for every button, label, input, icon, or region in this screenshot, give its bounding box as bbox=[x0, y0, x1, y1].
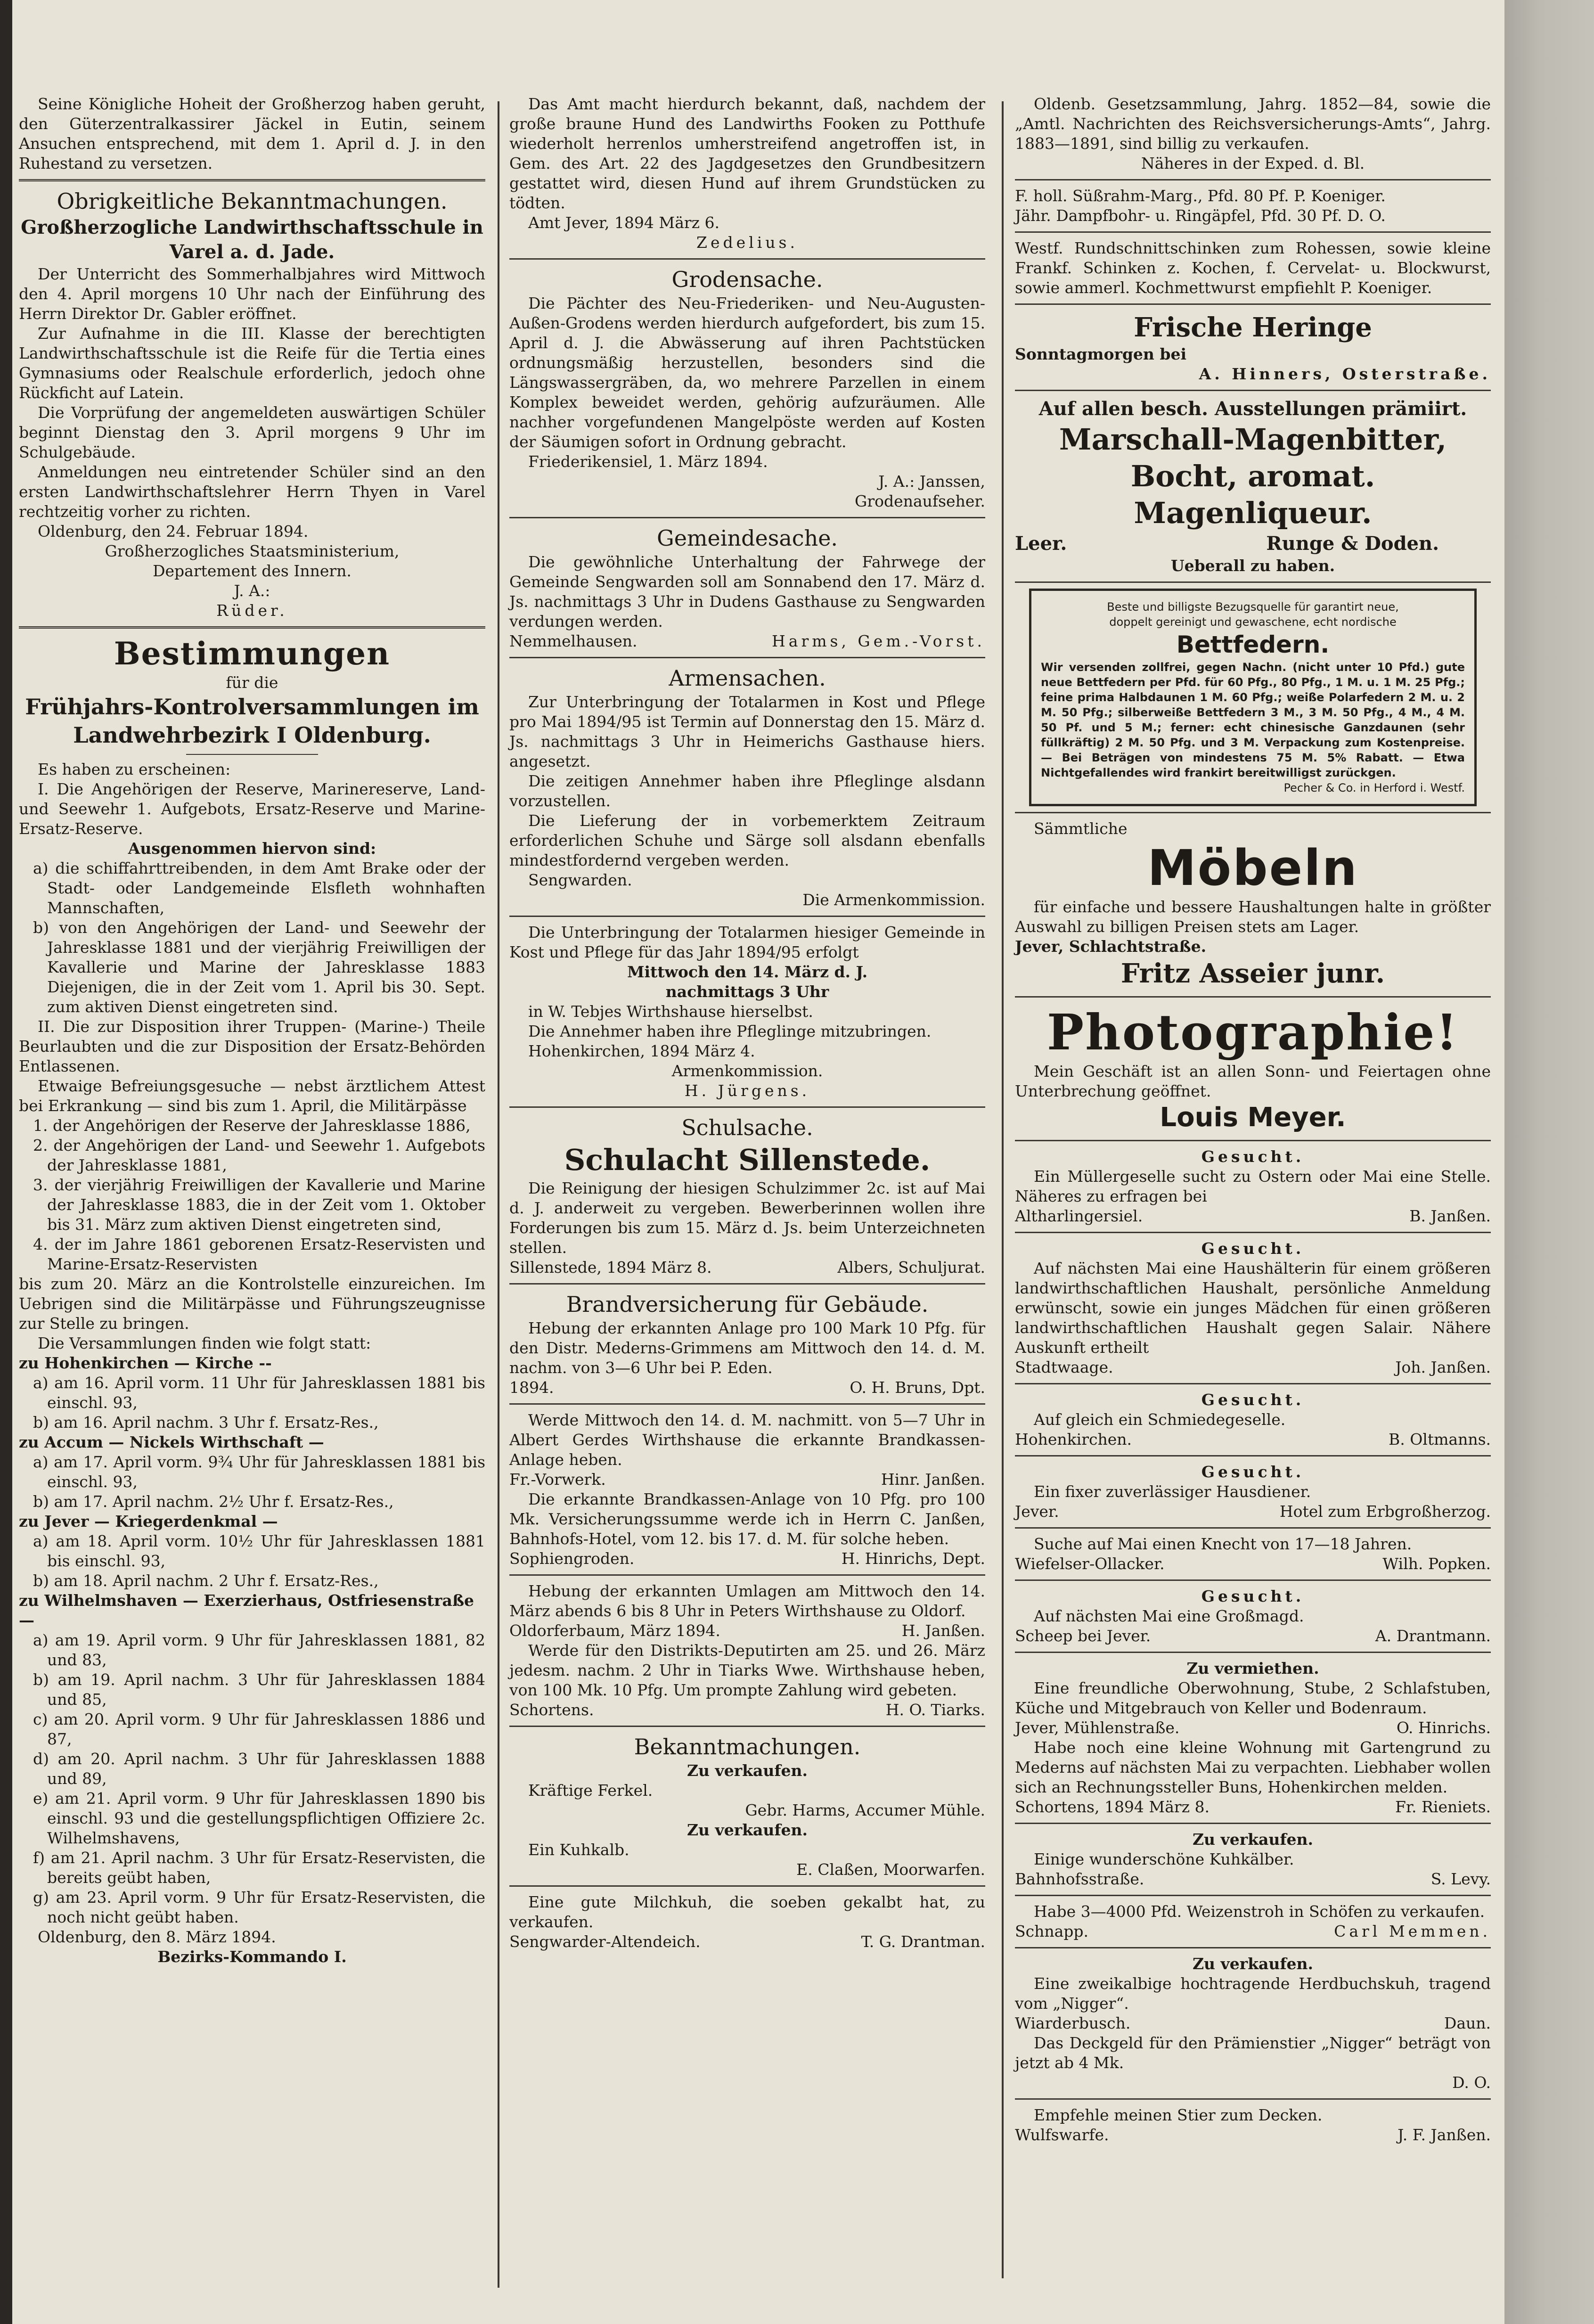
bestimmungen-item: b) von den Angehörigen der Land- und Seewehr der Jahresklasse 1881 und der vierjährig Freiwilligen der Kavallerie und Marine der Jahresklasse 1883 Diejenigen, die in der Zeit vom 1. April bis 30. Sept. zum aktiven Dienst eingetreten sind. bbox=[33, 918, 485, 1016]
schulacht-title: Schulacht Sillenstede. bbox=[564, 1143, 931, 1177]
ad-ueberall: Ueberall zu haben. bbox=[1170, 556, 1335, 575]
ad-text: Habe noch eine kleine Wohnung mit Gartengrund zu Mederns auf nächsten Mai zu verpachten. Liebhaber wollen sich an Rechnungssteller Buns, Hohenkirchen melden. bbox=[1015, 1738, 1491, 1796]
divider bbox=[1015, 1455, 1491, 1457]
signature: Carl Memmen. bbox=[1334, 1922, 1491, 1940]
place: Sengwarden. bbox=[528, 871, 632, 889]
bestimmungen-item: Etwaige Befreiungsgesuche — nebst ärztlichem Attest bei Erkrankung — sind bis zum 1. April, die Militärpässe bbox=[19, 1077, 485, 1115]
signature: E. Claßen, Moorwarfen. bbox=[796, 1860, 985, 1879]
ad-text: Ein Müllergeselle sucht zu Ostern oder Mai eine Stelle. Näheres zu erfragen bei bbox=[1015, 1167, 1491, 1205]
signature: J. F. Janßen. bbox=[1398, 2126, 1491, 2144]
armen-notice: Die zeitigen Annehmer haben ihre Pfleglinge alsdann vorzustellen. bbox=[509, 772, 985, 810]
place: Sengwarder-Altendeich. bbox=[509, 1932, 701, 1951]
school-title: Großherzogliche Landwirthschaftsschule in Varel a. d. Jade. bbox=[21, 216, 483, 263]
signature: Harms, Gem.-Vorst. bbox=[772, 632, 985, 650]
signature: Albers, Schuljurat. bbox=[837, 1258, 985, 1277]
signature: Fr. Rieniets. bbox=[1395, 1798, 1491, 1816]
divider bbox=[186, 754, 318, 755]
column-rule bbox=[1002, 101, 1004, 2278]
place: Schortens, 1894 März 8. bbox=[1015, 1798, 1210, 1816]
zu-verkaufen-heading: Zu verkaufen. bbox=[687, 1821, 808, 1839]
ad-text: Auf nächsten Mai eine Haushälterin für einem größeren landwirthschaftlichen Haushalt, persönliche Anmeldung erwünscht, sowie ein junges Mädchen für einen größeren landwirthschaftlichen Haushalt gegen Salair. Nähere Auskunft ertheilt bbox=[1015, 1259, 1491, 1357]
box-bettfedern-title: Bettfedern. bbox=[1176, 631, 1330, 658]
signature: D. O. bbox=[1452, 2073, 1491, 2092]
groden-notice: Die Pächter des Neu-Friederiken- und Neu-Augusten-Außen-Grodens werden hierdurch aufgefordert, bis zum 15. April d. J. die Abwässerung auf ihren Pachtstücken ordnungsmäßig herzustellen, besonders sind die Längswassergräben, da, wo mehrere Parzellen in einem Komplex beweidet werden, gehörig aufzuräumen. Alle nachher vorgefundenen Mangelpöste werden auf Kosten der Säumigen sofort in Ordnung gebracht. bbox=[509, 294, 985, 451]
ad-text: Einige wunderschöne Kuhkälber. bbox=[1034, 1850, 1294, 1868]
divider bbox=[509, 1726, 985, 1727]
bestimmungen-item: 1. der Angehörigen der Reserve der Jahresklasse 1886, bbox=[33, 1116, 471, 1135]
place: Altharlingersiel. bbox=[1015, 1207, 1143, 1225]
heading-schulsache: Schulsache. bbox=[681, 1115, 813, 1140]
ad-asseier: Fritz Asseier junr. bbox=[1120, 958, 1385, 989]
heading-bekanntmachungen: Bekanntmachungen. bbox=[634, 1734, 861, 1759]
place: Schortens. bbox=[509, 1701, 594, 1719]
bestimmungen-date: Oldenburg, den 8. März 1894. bbox=[38, 1928, 276, 1946]
divider bbox=[509, 1574, 985, 1576]
zu-verkaufen-heading: Zu verkaufen. bbox=[1192, 1830, 1314, 1849]
school-paragraph: Die Vorprüfung der angemeldeten auswärtigen Schüler beginnt Dienstag den 3. April morgens 9 Uhr im Schulgebäude. bbox=[19, 403, 485, 461]
ad-text: Eine zweikalbige hochtragende Herdbuchskuh, tragend vom „Nigger“. bbox=[1015, 1974, 1491, 2013]
divider bbox=[509, 517, 985, 518]
groden-signature: J. A.: Janssen, bbox=[878, 472, 985, 491]
ad-bettfedern-box bbox=[1029, 589, 1477, 806]
ad-moebeln-place: Jever, Schlachtstraße. bbox=[1015, 937, 1207, 956]
place: Jever, Mühlenstraße. bbox=[1015, 1718, 1180, 1737]
signature: Daun. bbox=[1444, 2014, 1491, 2032]
place: 1894. bbox=[509, 1378, 554, 1397]
column-rule bbox=[498, 101, 499, 2288]
ad-gesetzsammlung: Oldenb. Gesetzsammlung, Jahrg. 1852—84, sowie die „Amtl. Nachrichten des Reichsversicherungs-Amts“, Jahrg. 1883—1891, sind billig zu verkaufen. bbox=[1015, 95, 1491, 153]
signature: O. H. Bruns, Dpt. bbox=[850, 1378, 985, 1397]
divider bbox=[1015, 1140, 1491, 1141]
ad-margarine: F. holl. Süßrahm-Marg., Pfd. 80 Pf. P. Koeniger. bbox=[1015, 187, 1386, 205]
gesucht-heading: Gesucht. bbox=[1201, 1391, 1305, 1409]
schedule-item: c) am 20. April vorm. 9 Uhr für Jahresklassen 1886 und 87, bbox=[33, 1710, 485, 1748]
scan-edge-right bbox=[1504, 0, 1594, 2324]
signature: B. Janßen. bbox=[1409, 1207, 1491, 1225]
column-3 bbox=[1015, 94, 1491, 2145]
divider bbox=[509, 916, 985, 917]
schedule-item: b) am 17. April nachm. 2½ Uhr f. Ersatz-Res., bbox=[33, 1492, 394, 1511]
armen2-notice: Die Unterbringung der Totalarmen hiesiger Gemeinde in Kost und Pflege für das Jahr 1894/95 erfolgt bbox=[509, 923, 985, 961]
place: Oldorferbaum, März 1894. bbox=[509, 1621, 720, 1640]
place: Wiefelser-Ollacker. bbox=[1015, 1555, 1165, 1573]
heading-armensachen: Armensachen. bbox=[669, 665, 826, 691]
signature: Hinr. Janßen. bbox=[881, 1470, 985, 1489]
divider bbox=[1015, 581, 1491, 583]
bestimmungen-title: Bestimmungen bbox=[114, 635, 391, 672]
ad-moebeln-text: für einfache und bessere Haushaltungen halte in größter Auswahl zu billigen Preisen stets am Lager. bbox=[1015, 898, 1491, 936]
place: Fr.-Vorwerk. bbox=[509, 1470, 606, 1489]
box-text: doppelt gereinigt und gewaschene, echt nordische bbox=[1109, 615, 1397, 629]
school-paragraph: Zur Aufnahme in die III. Klasse der berechtigten Landwirthschaftsschule ist die Reife für die Tertia eines Gymnasiums oder Realschule erforderlich, jedoch ohne Rückficht auf Latein. bbox=[19, 324, 485, 402]
divider bbox=[1015, 2098, 1491, 2100]
gesucht-heading: Gesucht. bbox=[1201, 1463, 1305, 1481]
divider bbox=[1015, 1823, 1491, 1824]
divider bbox=[19, 626, 485, 629]
schedule-item: b) am 19. April nachm. 3 Uhr für Jahresklassen 1884 und 85, bbox=[33, 1670, 485, 1709]
divider bbox=[1015, 390, 1491, 391]
ad-marschall: Marschall-Magenbitter, bbox=[1059, 422, 1447, 457]
ad-leer: Leer. bbox=[1015, 532, 1067, 555]
armen2-time: nachmittags 3 Uhr bbox=[665, 982, 829, 1001]
ad-photographie-text: Mein Geschäft ist an allen Sonn- und Feiertagen ohne Unterbrechung geöffnet. bbox=[1015, 1062, 1491, 1100]
location-wilhelmshaven: zu Wilhelmshaven — Exerzierhaus, Ostfriesenstraße — bbox=[19, 1591, 474, 1629]
ad-praemiirt: Auf allen besch. Ausstellungen prämiirt. bbox=[1038, 398, 1467, 420]
signature: H. Hinrichs, Dept. bbox=[841, 1549, 985, 1568]
schedule-item: a) am 17. April vorm. 9¾ Uhr für Jahresklassen 1881 bis einschl. 93, bbox=[33, 1453, 485, 1491]
brand-notice: Hebung der erkannten Umlagen am Mittwoch den 14. März abends 6 bis 8 Uhr in Peters Wirthshause zu Oldorf. bbox=[509, 1582, 985, 1620]
place: Wiarderbusch. bbox=[1015, 2014, 1131, 2032]
armen-notice: Die Lieferung der in vorbemerktem Zeitraum erforderlichen Schuhe und Särge soll alsdann ebenfalls mindestfordernd vergeben werden. bbox=[509, 811, 985, 869]
ad-saemtliche: Sämmtliche bbox=[1034, 819, 1128, 838]
divider bbox=[19, 179, 485, 181]
signature: H. Janßen. bbox=[901, 1621, 985, 1640]
heading-gemeindesache: Gemeindesache. bbox=[656, 525, 838, 551]
divider bbox=[509, 657, 985, 658]
bestimmungen-subtitle: Frühjahrs-Kontrolversammlungen im bbox=[25, 694, 479, 720]
location-jever: zu Jever — Kriegerdenkmal — bbox=[19, 1512, 278, 1530]
zu-vermiethen-heading: Zu vermiethen. bbox=[1186, 1659, 1319, 1678]
ad-runge-doden: Runge & Doden. bbox=[1266, 532, 1439, 555]
brand-notice: Hebung der erkannten Anlage pro 100 Mark 10 Pfg. für den Distr. Mederns-Grimmens am Mittwoch den 14. d. M. nachm. von 3—6 Uhr bei P. Eden. bbox=[509, 1319, 985, 1377]
ad-bocht: Bocht, aromat. Magenliqueur. bbox=[1130, 459, 1375, 530]
signature: O. Hinrichs. bbox=[1396, 1718, 1491, 1737]
ad-text: Ein fixer zuverlässiger Hausdiener. bbox=[1034, 1482, 1311, 1501]
school-paragraph: Der Unterricht des Sommerhalbjahres wird Mittwoch den 4. April morgens 10 Uhr nach der Einführung des Herrn Direktor Dr. Gabler eröffnet. bbox=[19, 265, 485, 323]
ad-heringe-sub: Sonntagmorgen bei bbox=[1015, 345, 1186, 363]
bestimmungen-item: II. Die zur Disposition ihrer Truppen- (Marine-) Theile Beurlaubten und die zur Disposition der Ersatz-Behörden Entlassenen. bbox=[19, 1017, 485, 1075]
signature: A. Drantmann. bbox=[1375, 1627, 1491, 1645]
bestimmungen-item: 2. der Angehörigen der Land- und Seewehr 1. Aufgebots der Jahresklasse 1881, bbox=[33, 1136, 485, 1174]
signature: Großherzogliches Staatsministerium, bbox=[105, 542, 400, 560]
signature: T. G. Drantman. bbox=[861, 1932, 985, 1951]
newspaper-page bbox=[12, 0, 1504, 2324]
heading-brandversicherung: Brandversicherung für Gebäude. bbox=[566, 1292, 929, 1317]
schedule-item: g) am 23. April vorm. 9 Uhr für Ersatz-Reservisten, die noch nicht geübt haben. bbox=[33, 1888, 485, 1926]
signature: S. Levy. bbox=[1431, 1870, 1491, 1888]
signature: H. Jürgens. bbox=[684, 1081, 810, 1100]
ad-heringe-title: Frische Heringe bbox=[1134, 312, 1372, 343]
gemeinde-notice: Die gewöhnliche Unterhaltung der Fahrwege der Gemeinde Sengwarden soll am Sonnabend den 17. März d. Js. nachmittags 3 Uhr in Dudens Gasthause zu Sengwarden verdungen werden. bbox=[509, 553, 985, 630]
place: Sillenstede, 1894 März 8. bbox=[509, 1258, 712, 1277]
divider bbox=[1015, 1527, 1491, 1529]
scan-edge-left bbox=[0, 0, 12, 2324]
signature: Armenkommission. bbox=[671, 1062, 823, 1080]
box-text: Wir versenden zollfrei, gegen Nachn. (nicht unter 10 Pfd.) gute neue Bettfedern per Pfd. für 60 Pfg., 80 Pfg., 1 M. u. 1 M. 25 Pfg.; feine prima Halbdaunen 1 M. 60 Pfg.; weiße Polarfedern 2 M. u. 2 M. 50 Pfg.; silberweiße Bettfedern 3 M., 3 M. 50 Pfg., 4 M., 4 M. 50 Pf. und 5 M.; ferner: echt chinesische Ganzdaunen (sehr füllkräftig) 2 M. 50 Pfg. und 3 M. Verpackung zum Kostenpreise. — Bei Beträgen von mindestens 75 M. 5% Rabatt. — Etwa Nichtgefallendes wird frankirt bereitwilligst zurückgen. bbox=[1041, 661, 1465, 779]
divider bbox=[509, 1403, 985, 1405]
place: Schnapp. bbox=[1015, 1922, 1089, 1940]
signature: Die Armenkommission. bbox=[802, 891, 985, 909]
zu-verkaufen-heading: Zu verkaufen. bbox=[687, 1761, 808, 1780]
bestimmungen-item: 3. der vierjährig Freiwilligen der Kavallerie und Marine der Jahresklasse 1883, die in der Zeit vom 1. Oktober bis 31. März zum aktiven Dienst eingetreten sind, bbox=[33, 1176, 485, 1234]
groden-date: Friederikensiel, 1. März 1894. bbox=[528, 452, 768, 471]
ad-text: Empfehle meinen Stier zum Decken. bbox=[1034, 2106, 1323, 2124]
armen2-date: Mittwoch den 14. März d. J. bbox=[627, 963, 868, 981]
place: Bahnhofsstraße. bbox=[1015, 1870, 1144, 1888]
bestimmungen-item: 4. der im Jahre 1861 geborenen Ersatz-Reservisten und Marine-Ersatz-Reservisten bbox=[33, 1235, 485, 1273]
divider bbox=[1015, 812, 1491, 813]
gesucht-heading: Gesucht. bbox=[1201, 1147, 1305, 1166]
column-2 bbox=[509, 94, 985, 1952]
signature: Hotel zum Erbgroßherzog. bbox=[1279, 1502, 1491, 1521]
ad-heringe-signature: A. Hinners, Osterstraße. bbox=[1199, 365, 1491, 383]
bestimmungen-intro: Es haben zu erscheinen: bbox=[38, 760, 231, 778]
place: Nemmelhausen. bbox=[509, 632, 638, 650]
ad-text: Auf gleich ein Schmiedegeselle. bbox=[1034, 1410, 1286, 1429]
heading-grodensache: Grodensache. bbox=[671, 267, 823, 292]
heading-obrigkeitliche: Obrigkeitliche Bekanntmachungen. bbox=[57, 188, 448, 214]
location-accum: zu Accum — Nickels Wirthschaft — bbox=[19, 1433, 324, 1451]
schedule-item: b) am 16. April nachm. 3 Uhr f. Ersatz-Res., bbox=[33, 1413, 379, 1432]
divider bbox=[1015, 1579, 1491, 1581]
bestimmungen-item: Die Versammlungen finden wie folgt statt: bbox=[38, 1334, 371, 1352]
signature: Rüder. bbox=[216, 601, 288, 620]
ad-text: Das Deckgeld für den Prämienstier „Nigger“ beträgt von jetzt ab 4 Mk. bbox=[1015, 2034, 1491, 2072]
schedule-item: a) am 19. April vorm. 9 Uhr für Jahresklassen 1881, 82 und 83, bbox=[33, 1631, 485, 1669]
divider bbox=[1015, 1947, 1491, 1948]
school-date: Oldenburg, den 24. Februar 1894. bbox=[38, 522, 309, 540]
place: Scheep bei Jever. bbox=[1015, 1627, 1151, 1645]
ad-gesetzsammlung-info: Näheres in der Exped. d. Bl. bbox=[1141, 154, 1365, 172]
bestimmungen-ausgenommen: Ausgenommen hiervon sind: bbox=[128, 839, 376, 858]
signature: B. Oltmanns. bbox=[1389, 1430, 1491, 1448]
divider bbox=[1015, 1652, 1491, 1653]
divider bbox=[1015, 1895, 1491, 1896]
place: Jever. bbox=[1015, 1502, 1059, 1521]
divider bbox=[1015, 1383, 1491, 1384]
box-text: Beste und billigste Bezugsquelle für garantirt neue, bbox=[1107, 600, 1399, 614]
box-signature: Pecher & Co. in Herford i. Westf. bbox=[1283, 781, 1465, 794]
bestimmungen-item: I. Die Angehörigen der Reserve, Marinereserve, Land- und Seewehr 1. Aufgebots, Ersatz-Reserve und Marine-Ersatz-Reserve. bbox=[19, 780, 485, 838]
ad-text: Auf nächsten Mai eine Großmagd. bbox=[1034, 1607, 1304, 1625]
place: Sophiengroden. bbox=[509, 1549, 635, 1568]
ad-text: Eine gute Milchkuh, die soeben gekalbt hat, zu verkaufen. bbox=[509, 1893, 985, 1931]
column-1 bbox=[19, 94, 485, 1967]
armen2-date-line: Hohenkirchen, 1894 März 4. bbox=[528, 1042, 755, 1060]
armen2-notice: in W. Tebjes Wirthshause hierselbst. bbox=[528, 1002, 813, 1021]
place: Stadtwaage. bbox=[1015, 1358, 1113, 1376]
ad-text: Eine freundliche Oberwohnung, Stube, 2 Schlafstuben, Küche und Mitgebrauch von Keller und Bodenraum. bbox=[1015, 1679, 1491, 1717]
gesucht-heading: Gesucht. bbox=[1201, 1239, 1305, 1258]
brand-notice: Die erkannte Brandkassen-Anlage von 10 Pfg. pro 100 Mk. Versicherungssumme werde ich in Herrn C. Janßen, Bahnhofs-Hotel, vom 12. bis 17. d. M. für solche heben. bbox=[509, 1490, 985, 1548]
schul-notice: Die Reinigung der hiesigen Schulzimmer 2c. ist auf Mai d. J. anderweit zu vergeben. Bewerberinnen wollen ihre Forderungen bis zum 15. März d. Js. beim Unterzeichneten stellen. bbox=[509, 1179, 985, 1257]
ad-photographie-title: Photographie! bbox=[1046, 1003, 1459, 1061]
notice-retirement: Seine Königliche Hoheit der Großherzog haben geruht, den Güterzentralkassirer Jäckel in Eutin, seinem Ansuchen entsprechend, mit dem 1. April d. J. in den Ruhestand zu versetzen. bbox=[19, 95, 485, 172]
amt-notice: Das Amt macht hierdurch bekannt, daß, nachdem der große braune Hund des Landwirths Fooken zu Potthufe wiederholt herrenlos umherstreifend angetroffen ist, in Gem. des Art. 22 des Jagdgesetzes den Grundbesitzern gestattet wird, diesen Hund auf ihrem Grundstücken zu tödten. bbox=[509, 95, 985, 212]
divider bbox=[1015, 231, 1491, 233]
ad-ringaepfel: Jähr. Dampfbohr- u. Ringäpfel, Pfd. 30 Pf. D. O. bbox=[1015, 206, 1386, 225]
school-paragraph: Anmeldungen neu eintretender Schüler sind an den ersten Landwirthschaftslehrer Herrn Thyen in Varel rechtzeitig vorher zu richten. bbox=[19, 463, 485, 521]
schedule-item: b) am 18. April nachm. 2 Uhr f. Ersatz-Res., bbox=[33, 1571, 379, 1590]
amt-signature: Zedelius. bbox=[696, 233, 798, 252]
bestimmungen-item: a) die schiffahrttreibenden, in dem Amt Brake oder der Stadt- oder Landgemeinde Elsfleth wohnhaften Mannschaften, bbox=[33, 859, 485, 917]
ad-text: Ein Kuhkalb. bbox=[528, 1841, 629, 1859]
groden-signature: Grodenaufseher. bbox=[855, 492, 985, 510]
amt-date: Amt Jever, 1894 März 6. bbox=[528, 213, 720, 232]
bestimmungen-fuer: für die bbox=[226, 673, 278, 692]
schedule-item: d) am 20. April nachm. 3 Uhr für Jahresklassen 1888 und 89, bbox=[33, 1750, 485, 1788]
bestimmungen-subtitle: Landwehrbezirk I Oldenburg. bbox=[73, 722, 431, 748]
schedule-item: f) am 21. April nachm. 3 Uhr für Ersatz-Reservisten, die bereits geübt haben, bbox=[33, 1849, 485, 1887]
bestimmungen-signature: Bezirks-Kommando I. bbox=[157, 1948, 347, 1966]
bestimmungen-item: bis zum 20. März an die Kontrolstelle einzureichen. Im Uebrigen sind die Militärpässe und Führungszeugnisse zur Stelle zu bringen. bbox=[19, 1275, 485, 1333]
armen2-notice: Die Annehmer haben ihre Pfleglinge mitzubringen. bbox=[528, 1022, 932, 1040]
schedule-item: a) am 18. April vorm. 10½ Uhr für Jahresklassen 1881 bis einschl. 93, bbox=[33, 1532, 485, 1570]
divider bbox=[509, 1106, 985, 1108]
ad-moebeln-title: Möbeln bbox=[1147, 839, 1358, 897]
ad-text: Suche auf Mai einen Knecht von 17—18 Jahren. bbox=[1034, 1535, 1412, 1553]
brand-notice: Werde für den Distrikts-Deputirten am 25. und 26. März jedesm. nachm. 2 Uhr in Tiarks Wwe. Wirthshause heben, von 100 Mk. 10 Pfg. Um prompte Zahlung wird gebeten. bbox=[509, 1641, 985, 1699]
ad-louis-meyer: Louis Meyer. bbox=[1160, 1102, 1346, 1133]
divider bbox=[1015, 303, 1491, 305]
place: Hohenkirchen. bbox=[1015, 1430, 1132, 1448]
divider bbox=[509, 1885, 985, 1887]
signature: J. A.: bbox=[234, 581, 270, 600]
place: Wulfswarfe. bbox=[1015, 2126, 1109, 2144]
divider bbox=[509, 258, 985, 260]
brand-notice: Werde Mittwoch den 14. d. M. nachmitt. von 5—7 Uhr in Albert Gerdes Wirthshause die erkannte Brandkassen-Anlage heben. bbox=[509, 1411, 985, 1469]
location-hohenkirchen: zu Hohenkirchen — Kirche -- bbox=[19, 1354, 272, 1372]
signature: Gebr. Harms, Accumer Mühle. bbox=[745, 1801, 985, 1819]
schedule-item: a) am 16. April vorm. 11 Uhr für Jahresklassen 1881 bis einschl. 93, bbox=[33, 1374, 485, 1412]
divider bbox=[509, 1283, 985, 1285]
divider bbox=[1015, 179, 1491, 180]
signature: Joh. Janßen. bbox=[1395, 1358, 1491, 1376]
signature: Departement des Innern. bbox=[153, 562, 351, 580]
ad-schinken: Westf. Rundschnittschinken zum Rohessen, sowie kleine Frankf. Schinken z. Kochen, f. Cervelat- u. Blockwurst, sowie ammerl. Kochmettwurst empfiehlt P. Koeniger. bbox=[1015, 239, 1491, 297]
armen-notice: Zur Unterbringung der Totalarmen in Kost und Pflege pro Mai 1894/95 ist Termin auf Donnerstag den 15. März d. Js. nachmittags 3 Uhr in Heimerichs Gasthause hiers. angesetzt. bbox=[509, 693, 985, 770]
ad-text: Kräftige Ferkel. bbox=[528, 1781, 653, 1800]
divider bbox=[1015, 1232, 1491, 1233]
gesucht-heading: Gesucht. bbox=[1201, 1587, 1305, 1605]
schedule-item: e) am 21. April vorm. 9 Uhr für Jahresklassen 1890 bis einschl. 93 und die gestellungspflichtigen Offiziere 2c. Wilhelmshavens, bbox=[33, 1789, 485, 1847]
divider bbox=[1015, 996, 1491, 998]
signature: Wilh. Popken. bbox=[1382, 1555, 1491, 1573]
zu-verkaufen-heading: Zu verkaufen. bbox=[1192, 1955, 1314, 1973]
ad-text: Habe 3—4000 Pfd. Weizenstroh in Schöfen zu verkaufen. bbox=[1034, 1902, 1485, 1921]
signature: H. O. Tiarks. bbox=[885, 1701, 985, 1719]
